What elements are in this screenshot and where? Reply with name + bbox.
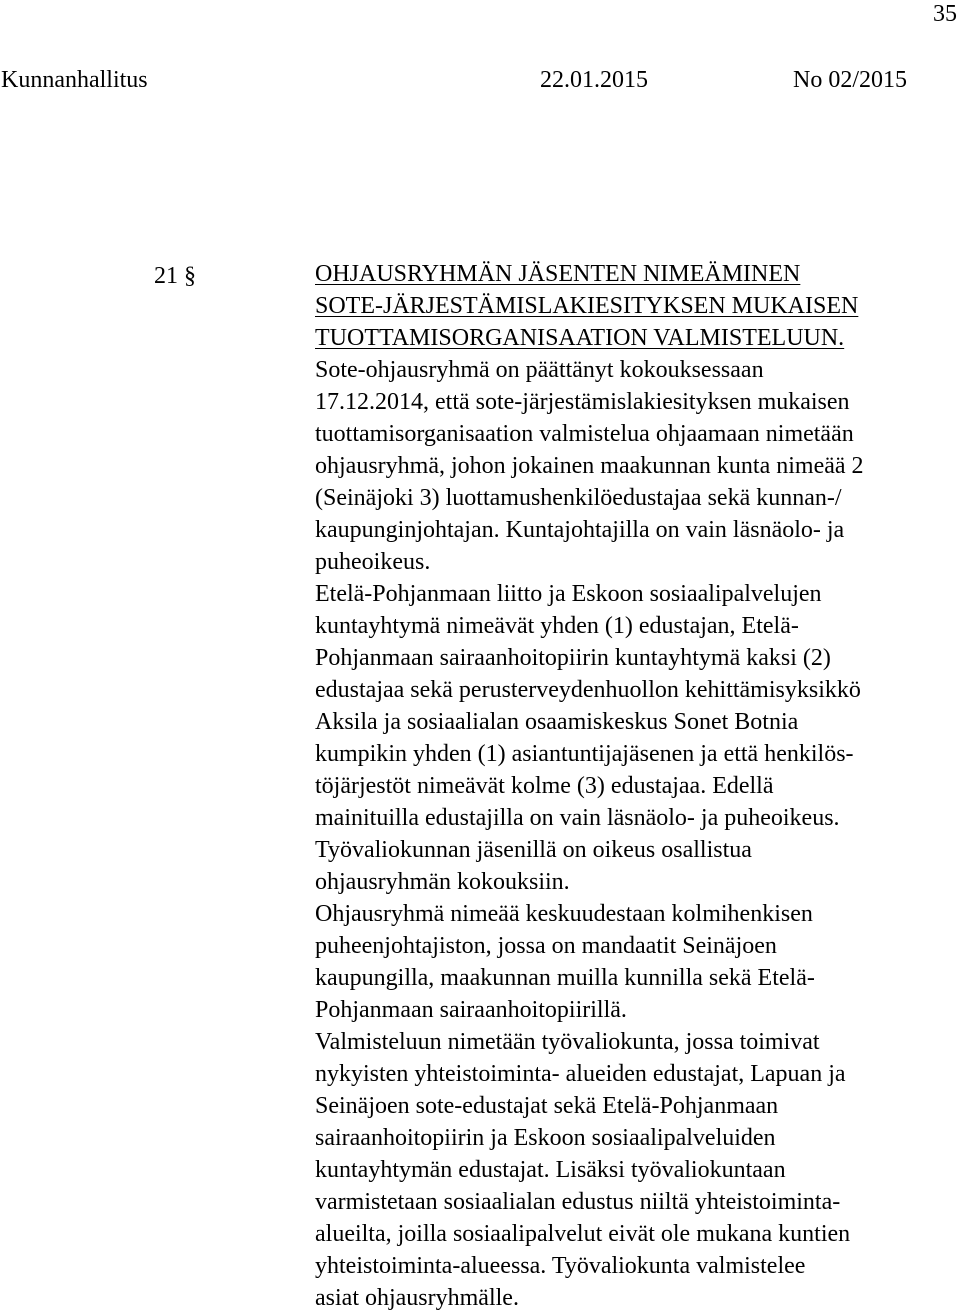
paragraph: Sote-ohjausryhmä on päättänyt kokouksessaan 17.12.2014, että sote-järjestämislakiesityksen mukaisen tuottamisorganisaation valmistelua ohjaamaan nimetään ohjausryhmä, johon jokainen maakunnan kunta nimeää 2 (Seinäjoki 3) luottamushenkilöedustajaa sekä kunnan-/ kaupunginjohtajan. Kuntajohtajilla on vain läsnäolo- ja puheoikeus. [315, 357, 864, 575]
page-number: 35 [933, 1, 957, 27]
section-number: 21 § [154, 263, 196, 289]
paragraph: Etelä-Pohjanmaan liitto ja Eskoon sosiaalipalvelujen kuntayhtymä nimeävät yhden (1) edustajan, Etelä- Pohjanmaan sairaanhoitopiirin kuntayhtymä kaksi (2) edustajaa sekä perusterveydenhuollon kehittämisyksikkö Aksila ja sosiaalialan osaamiskeskus Sonet Botnia kumpikin yhden (1) asiantuntijajäsenen ja että henkilös- töjärjestöt nimeävät kolme (3) edustajaa. Edellä mainituilla edustajilla on vain läsnäolo- ja puheoikeus. Työvaliokunnan jäsenillä on oikeus osallistua ohjausryhmän kokouksiin. [315, 581, 861, 895]
paragraph: Valmisteluun nimetään työvaliokunta, jossa toimivat nykyisten yhteistoiminta- alueiden edustajat, Lapuan ja Seinäjoen sote-edustajat sekä Etelä-Pohjanmaan sairaanhoitopiirin ja Eskoon sosiaalipalveluiden kuntayhtymän edustajat. Lisäksi työvaliokuntaan varmistetaan sosiaalialan edustus niiltä yhteistoiminta- alueilta, joilla sosiaalipalvelut eivät ole mukana kuntien yhteistoiminta-alueessa. Työvaliokunta valmistelee asiat ohjausryhmälle. [315, 1029, 851, 1311]
section-body [315, 258, 951, 1314]
paragraph: Ohjausryhmä nimeää keskuudestaan kolmihenkisen puheenjohtajiston, jossa on mandaatit Seinäjoen kaupungilla, maakunnan muilla kunnilla sekä Etelä- Pohjanmaan sairaanhoitopiirillä. [315, 901, 815, 1023]
header-organization: Kunnanhallitus [1, 67, 148, 93]
header-date: 22.01.2015 [540, 67, 648, 93]
header-meeting-number: No 02/2015 [793, 67, 907, 93]
section-title: OHJAUSRYHMÄN JÄSENTEN NIMEÄMINEN SOTE-JÄRJESTÄMISLAKIESITYKSEN MUKAISEN TUOTTAMISORGANISAATION VALMISTELUUN. [315, 261, 859, 351]
